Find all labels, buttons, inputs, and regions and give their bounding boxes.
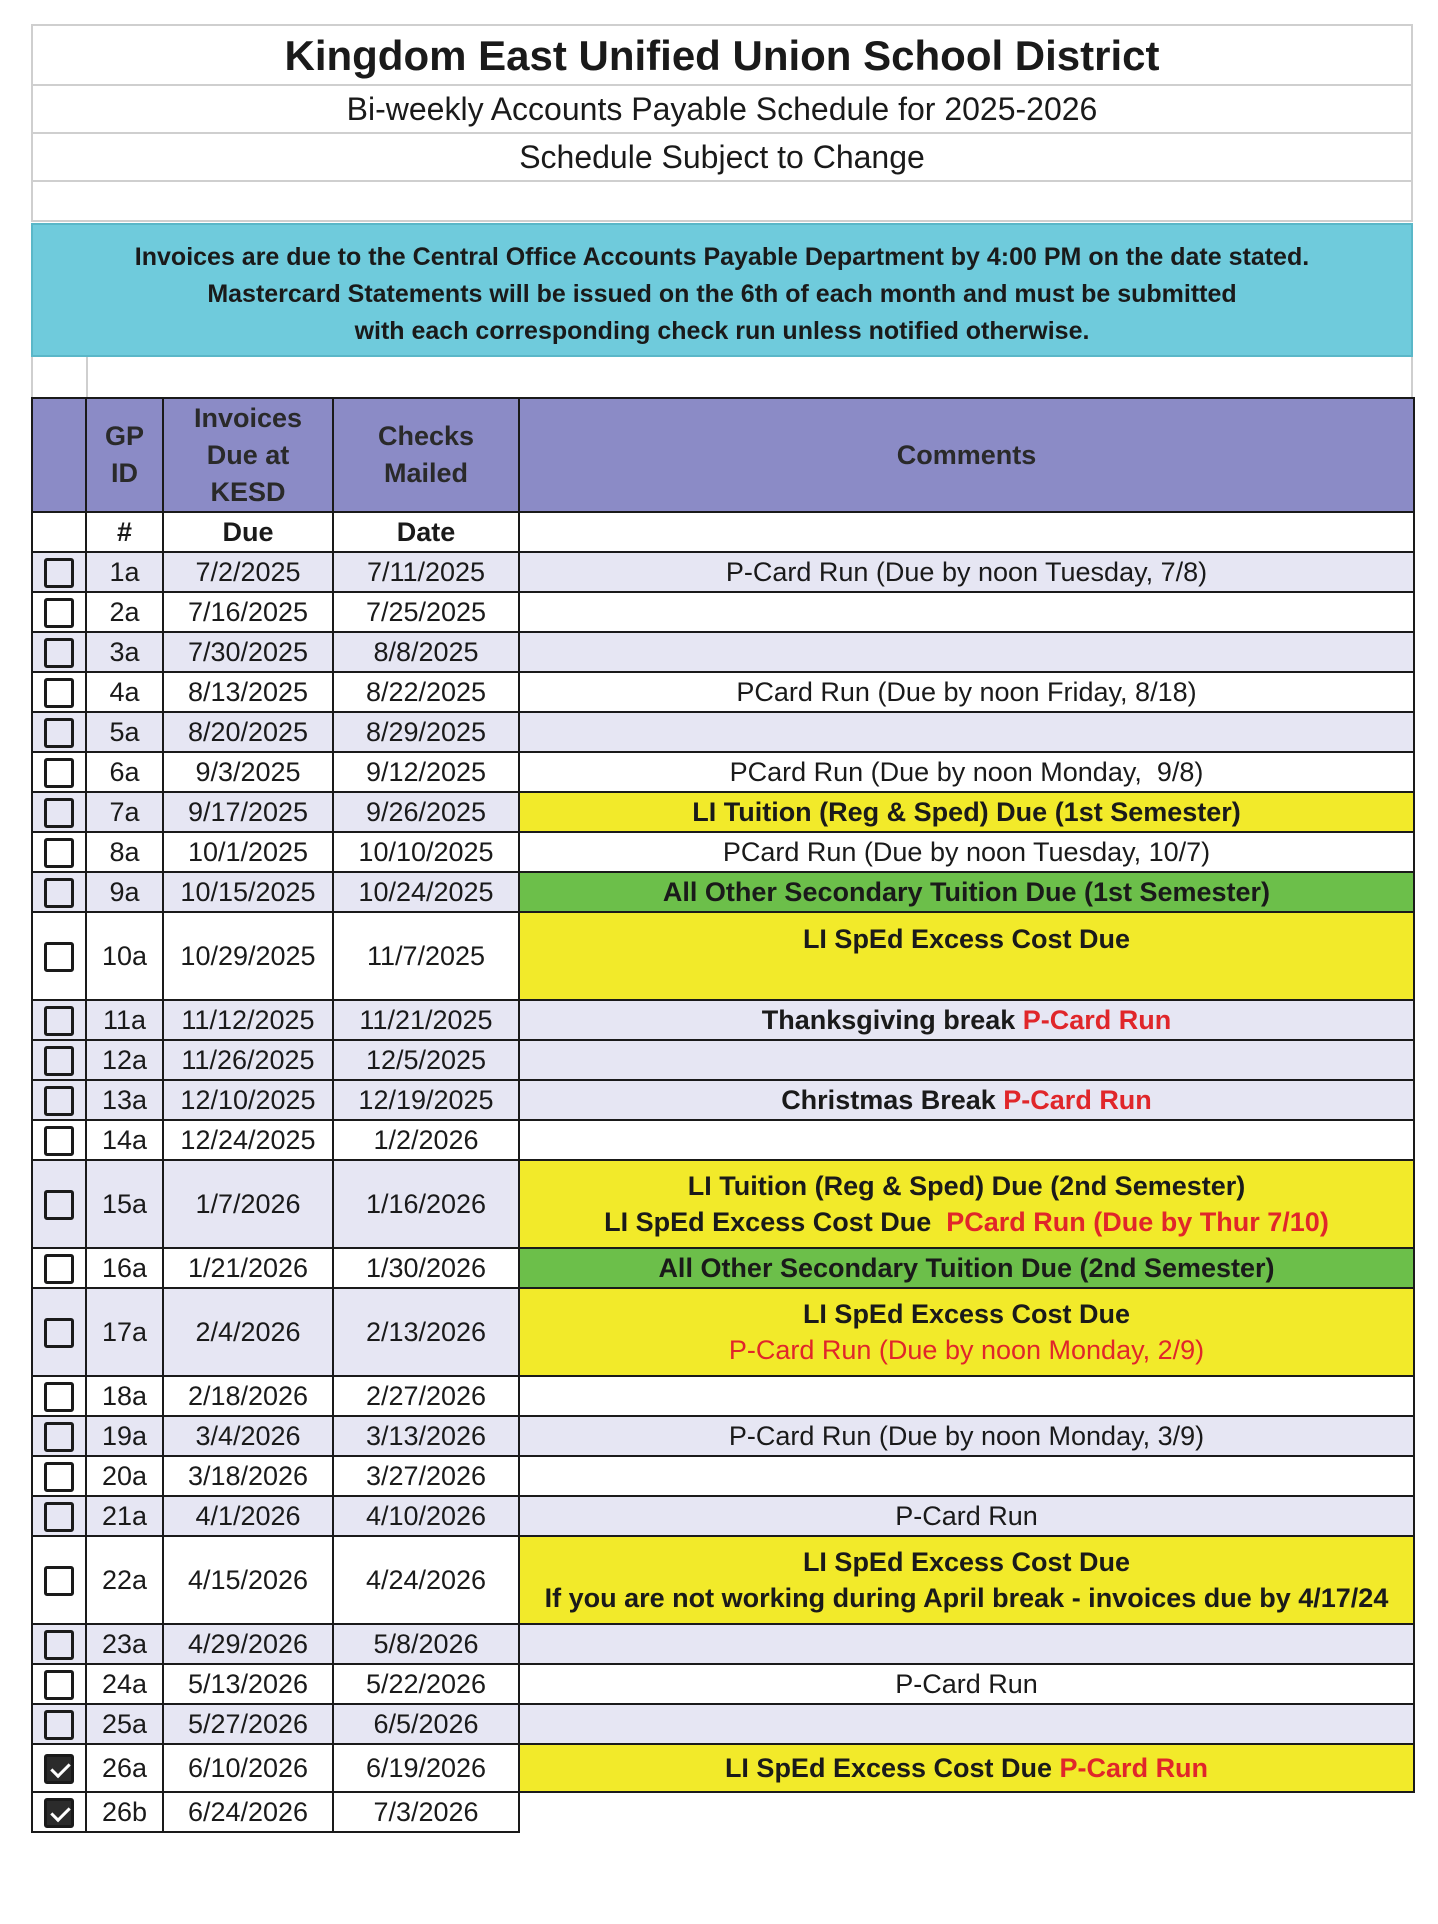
checks-mailed-cell: 11/7/2025 [333,912,519,1000]
table-row [32,552,1414,592]
invoice-due-cell: 6/10/2026 [163,1744,333,1792]
invoice-due-cell: 12/24/2025 [163,1120,333,1160]
page-subtitle: Bi-weekly Accounts Payable Schedule for 2025-2026 [31,86,1413,134]
invoice-due-cell: 5/13/2026 [163,1664,333,1704]
gp-id-header: GP ID [86,398,163,512]
subheader-gp: # [86,512,163,552]
checkbox[interactable] [44,1630,74,1660]
table-subheader-row [32,512,1414,552]
table-row [32,1120,1414,1160]
gp-id-cell: 5a [86,712,163,752]
comment-text: P-Card Run (Due by noon Tuesday, 7/8) [725,557,1208,587]
gp-id-cell: 7a [86,792,163,832]
row-checkbox-cell [32,1376,86,1416]
comment-cell [519,1000,1414,1040]
comment-cell [519,1704,1414,1744]
checkbox[interactable] [44,1086,74,1116]
checkbox-checked[interactable] [44,1798,74,1828]
gp-id-cell: 1a [86,552,163,592]
comment-text: All Other Secondary Tuition Due (2nd Semester) [658,1253,1275,1283]
gp-id-cell: 26b [86,1792,163,1832]
comment-cell [519,1664,1414,1704]
comment-text: Christmas Break [781,1085,1004,1115]
comment-line [520,1498,1413,1534]
comment-text: PCard Run (Due by noon Monday, 9/8) [729,757,1204,787]
checkbox[interactable] [44,1046,74,1076]
gp-id-cell: 23a [86,1624,163,1664]
checkbox[interactable] [44,1422,74,1452]
comment-line [520,921,1413,957]
invoice-due-cell: 10/29/2025 [163,912,333,1000]
notice-line-1: Invoices are due to the Central Office Accounts Payable Department by 4:00 PM on the date stated. [134,243,1310,271]
checks-mailed-cell: 6/19/2026 [333,1744,519,1792]
comment-cell [519,1160,1414,1248]
comment-cell [519,792,1414,832]
comment-line [520,1418,1413,1454]
comment-cell [519,1040,1414,1080]
checks-mailed-cell: 3/27/2026 [333,1456,519,1496]
table-row [32,1416,1414,1456]
table-row [32,1376,1414,1416]
invoice-due-cell: 7/30/2025 [163,632,333,672]
comment-line [520,1082,1413,1118]
row-checkbox-cell [32,1288,86,1376]
invoice-due-cell: 1/7/2026 [163,1160,333,1248]
comment-cell [519,1456,1414,1496]
checks-mailed-cell: 11/21/2025 [333,1000,519,1040]
comment-cell [519,1376,1414,1416]
row-checkbox-cell [32,1040,86,1080]
invoice-due-cell: 10/15/2025 [163,872,333,912]
row-checkbox-cell [32,1704,86,1744]
checkbox[interactable] [44,718,74,748]
comment-line [520,1296,1413,1332]
checks-mailed-cell: 7/25/2025 [333,592,519,632]
gp-id-cell: 22a [86,1536,163,1624]
row-checkbox-cell [32,672,86,712]
gp-id-cell: 12a [86,1040,163,1080]
row-checkbox-cell [32,1792,86,1832]
invoice-due-cell: 4/1/2026 [163,1496,333,1536]
table-row [32,1704,1414,1744]
comment-line [520,1332,1413,1368]
comment-text: LI SpEd Excess Cost Due [724,1753,1060,1783]
comment-text: Thanksgiving break [761,1005,1023,1035]
pcard-run-highlight: P-Card Run [1022,1005,1172,1035]
row-checkbox-cell [32,1624,86,1664]
checkbox-column-header [32,398,86,512]
comment-cell [519,1416,1414,1456]
invoice-due-cell: 9/3/2025 [163,752,333,792]
invoice-due-cell: 6/24/2026 [163,1792,333,1832]
checkbox[interactable] [44,1502,74,1532]
checks-mailed-cell: 12/5/2025 [333,1040,519,1080]
checkbox-checked[interactable] [44,1754,74,1784]
invoices-due-header: Invoices Due at KESD [163,398,333,512]
checks-mailed-cell: 8/22/2025 [333,672,519,712]
invoice-due-cell: 4/29/2026 [163,1624,333,1664]
invoice-due-cell: 5/27/2026 [163,1704,333,1744]
table-row [32,1744,1414,1792]
row-checkbox-cell [32,1416,86,1456]
checkbox[interactable] [44,558,74,588]
checkbox[interactable] [44,1566,74,1596]
checkbox[interactable] [44,1126,74,1156]
row-checkbox-cell [32,832,86,872]
checkbox[interactable] [44,598,74,628]
table-row [32,1288,1414,1376]
comment-line [520,1204,1413,1240]
row-checkbox-cell [32,1120,86,1160]
checks-mailed-cell: 2/13/2026 [333,1288,519,1376]
checkbox[interactable] [44,1318,74,1348]
invoice-due-cell: 2/4/2026 [163,1288,333,1376]
table-row [32,1080,1414,1120]
comment-text: PCard Run (Due by noon Friday, 8/18) [736,677,1197,707]
blank-row [31,182,1413,222]
comment-cell [519,1792,1414,1832]
row-checkbox-cell [32,1248,86,1288]
comment-text: LI SpEd Excess Cost Due [802,1547,1131,1577]
row-checkbox-cell [32,632,86,672]
comment-line [520,874,1413,910]
table-row [32,1664,1414,1704]
page-title: Kingdom East Unified Union School District [31,24,1413,86]
checks-mailed-cell: 8/8/2025 [333,632,519,672]
comment-text: All Other Secondary Tuition Due (1st Semester) [662,877,1271,907]
comment-cell [519,1624,1414,1664]
table-row [32,1160,1414,1248]
comment-line [520,1580,1413,1616]
comment-text: LI SpEd Excess Cost Due [604,1207,947,1237]
gp-id-cell: 3a [86,632,163,672]
row-checkbox-cell [32,1536,86,1624]
table-row [32,792,1414,832]
checks-mailed-cell: 1/16/2026 [333,1160,519,1248]
schedule-sheet [31,24,1413,1833]
table-row [32,712,1414,752]
row-checkbox-cell [32,792,86,832]
table-row [32,632,1414,672]
checks-mailed-cell: 5/22/2026 [333,1664,519,1704]
comment-cell [519,1536,1414,1624]
invoice-due-cell: 2/18/2026 [163,1376,333,1416]
gp-id-cell: 15a [86,1160,163,1248]
table-row [32,1040,1414,1080]
row-checkbox-cell [32,912,86,1000]
comment-line [520,794,1413,830]
checkbox[interactable] [44,942,74,972]
invoice-due-cell: 3/18/2026 [163,1456,333,1496]
invoice-due-cell: 9/17/2025 [163,792,333,832]
notice-line-2: Mastercard Statements will be issued on the 6th of each month and must be submitted [207,280,1237,308]
comment-line [520,554,1413,590]
comment-cell [519,672,1414,712]
checks-mailed-cell: 5/8/2026 [333,1624,519,1664]
checks-mailed-cell: 6/5/2026 [333,1704,519,1744]
checkbox[interactable] [44,798,74,828]
comment-cell [519,872,1414,912]
checks-mailed-cell: 7/11/2025 [333,552,519,592]
gp-id-cell: 14a [86,1120,163,1160]
gp-id-cell: 25a [86,1704,163,1744]
comment-line [520,1544,1413,1580]
subheader-date: Date [333,512,519,552]
gp-id-cell: 16a [86,1248,163,1288]
comment-cell [519,752,1414,792]
gp-id-cell: 9a [86,872,163,912]
checks-mailed-cell: 8/29/2025 [333,712,519,752]
gp-id-cell: 19a [86,1416,163,1456]
spacer-row [31,357,1413,397]
table-row [32,872,1414,912]
row-checkbox-cell [32,872,86,912]
notice-line-3: with each corresponding check run unless notified otherwise. [354,317,1090,345]
subheader-blank [32,512,86,552]
checks-mailed-cell: 7/3/2026 [333,1792,519,1832]
checks-mailed-cell: 2/27/2026 [333,1376,519,1416]
comment-cell [519,1744,1414,1792]
comment-text: If you are not working during April break - invoices due by 4/17/24 [544,1583,1389,1613]
row-checkbox-cell [32,752,86,792]
invoice-due-cell: 10/1/2025 [163,832,333,872]
checkbox[interactable] [44,1670,74,1700]
comment-text: LI Tuition (Reg & Sped) Due (1st Semester) [692,797,1241,827]
notice-banner [31,223,1413,357]
comment-text: P-Card Run [895,1669,1038,1699]
invoice-due-cell: 4/15/2026 [163,1536,333,1624]
table-row [32,752,1414,792]
table-row [32,832,1414,872]
checkbox[interactable] [44,678,74,708]
checks-mailed-cell: 9/26/2025 [333,792,519,832]
checkbox[interactable] [44,1710,74,1740]
comment-line [520,1666,1413,1702]
comment-cell [519,632,1414,672]
comment-line [520,1750,1413,1786]
invoice-due-cell: 3/4/2026 [163,1416,333,1456]
schedule-table [31,397,1415,1833]
gp-id-cell: 6a [86,752,163,792]
comment-text: P-Card Run (Due by noon Monday, 3/9) [728,1421,1205,1451]
gp-id-cell: 20a [86,1456,163,1496]
gp-id-cell: 21a [86,1496,163,1536]
table-row [32,1456,1414,1496]
comment-cell [519,912,1414,1000]
comment-line [520,1168,1413,1204]
checks-mailed-cell: 10/10/2025 [333,832,519,872]
checks-mailed-cell: 10/24/2025 [333,872,519,912]
table-row [32,912,1414,1000]
checks-mailed-cell: 9/12/2025 [333,752,519,792]
comment-cell [519,1288,1414,1376]
checkbox[interactable] [44,1382,74,1412]
gp-id-cell: 10a [86,912,163,1000]
gp-id-cell: 26a [86,1744,163,1792]
invoice-due-cell: 11/12/2025 [163,1000,333,1040]
checks-mailed-header: Checks Mailed [333,398,519,512]
checks-mailed-cell: 4/10/2026 [333,1496,519,1536]
checks-mailed-cell: 1/30/2026 [333,1248,519,1288]
checks-mailed-cell: 3/13/2026 [333,1416,519,1456]
comment-cell [519,1080,1414,1120]
comment-cell [519,712,1414,752]
row-checkbox-cell [32,1000,86,1040]
checks-mailed-cell: 1/2/2026 [333,1120,519,1160]
table-row [32,592,1414,632]
comment-line [520,674,1413,710]
gp-id-cell: 8a [86,832,163,872]
pcard-run-highlight: P-Card Run [1059,1753,1209,1783]
comment-line [520,1250,1413,1286]
gp-id-cell: 2a [86,592,163,632]
table-row [32,1000,1414,1040]
checkbox[interactable] [44,838,74,868]
row-checkbox-cell [32,1160,86,1248]
comment-cell [519,1120,1414,1160]
invoice-due-cell: 7/2/2025 [163,552,333,592]
row-checkbox-cell [32,1744,86,1792]
row-checkbox-cell [32,1456,86,1496]
comment-cell [519,592,1414,632]
checkbox[interactable] [44,1006,74,1036]
gp-id-cell: 11a [86,1000,163,1040]
comment-cell [519,1248,1414,1288]
pcard-run-highlight: P-Card Run [1003,1085,1152,1115]
comment-text: P-Card Run [895,1501,1038,1531]
row-checkbox-cell [32,1080,86,1120]
row-checkbox-cell [32,592,86,632]
subheader-comments [519,512,1414,552]
row-checkbox-cell [32,1496,86,1536]
comment-text: LI SpEd Excess Cost Due [802,1299,1131,1329]
invoice-due-cell: 7/16/2025 [163,592,333,632]
gp-id-cell: 13a [86,1080,163,1120]
comment-cell [519,552,1414,592]
checkbox[interactable] [44,1254,74,1284]
table-row [32,1792,1414,1832]
checkbox[interactable] [44,878,74,908]
comment-text: LI Tuition (Reg & Sped) Due (2nd Semester) [687,1171,1246,1201]
comment-line [520,1002,1413,1038]
gp-id-cell: 4a [86,672,163,712]
gp-id-cell: 17a [86,1288,163,1376]
checkbox[interactable] [44,638,74,668]
schedule-note: Schedule Subject to Change [31,134,1413,182]
pcard-run-highlight: PCard Run (Due by Thur 7/10) [946,1207,1329,1237]
table-row [32,1536,1414,1624]
comment-cell [519,1496,1414,1536]
row-checkbox-cell [32,712,86,752]
invoice-due-cell: 11/26/2025 [163,1040,333,1080]
invoice-due-cell: 1/21/2026 [163,1248,333,1288]
gp-id-cell: 18a [86,1376,163,1416]
checkbox[interactable] [44,758,74,788]
table-row [32,1496,1414,1536]
table-row [32,1624,1414,1664]
pcard-run-highlight: P-Card Run (Due by noon Monday, 2/9) [728,1335,1205,1365]
comment-line [520,754,1413,790]
comment-text: LI SpEd Excess Cost Due [802,924,1131,954]
comments-header: Comments [519,398,1414,512]
subheader-due: Due [163,512,333,552]
invoice-due-cell: 12/10/2025 [163,1080,333,1120]
row-checkbox-cell [32,552,86,592]
checkbox[interactable] [44,1190,74,1220]
table-header-row [32,398,1414,512]
invoice-due-cell: 8/13/2025 [163,672,333,712]
comment-text: PCard Run (Due by noon Tuesday, 10/7) [722,837,1211,867]
table-row [32,672,1414,712]
checks-mailed-cell: 4/24/2026 [333,1536,519,1624]
gp-id-cell: 24a [86,1664,163,1704]
row-checkbox-cell [32,1664,86,1704]
comment-cell [519,832,1414,872]
invoice-due-cell: 8/20/2025 [163,712,333,752]
table-row [32,1248,1414,1288]
checks-mailed-cell: 12/19/2025 [333,1080,519,1120]
checkbox[interactable] [44,1462,74,1492]
comment-line [520,834,1413,870]
